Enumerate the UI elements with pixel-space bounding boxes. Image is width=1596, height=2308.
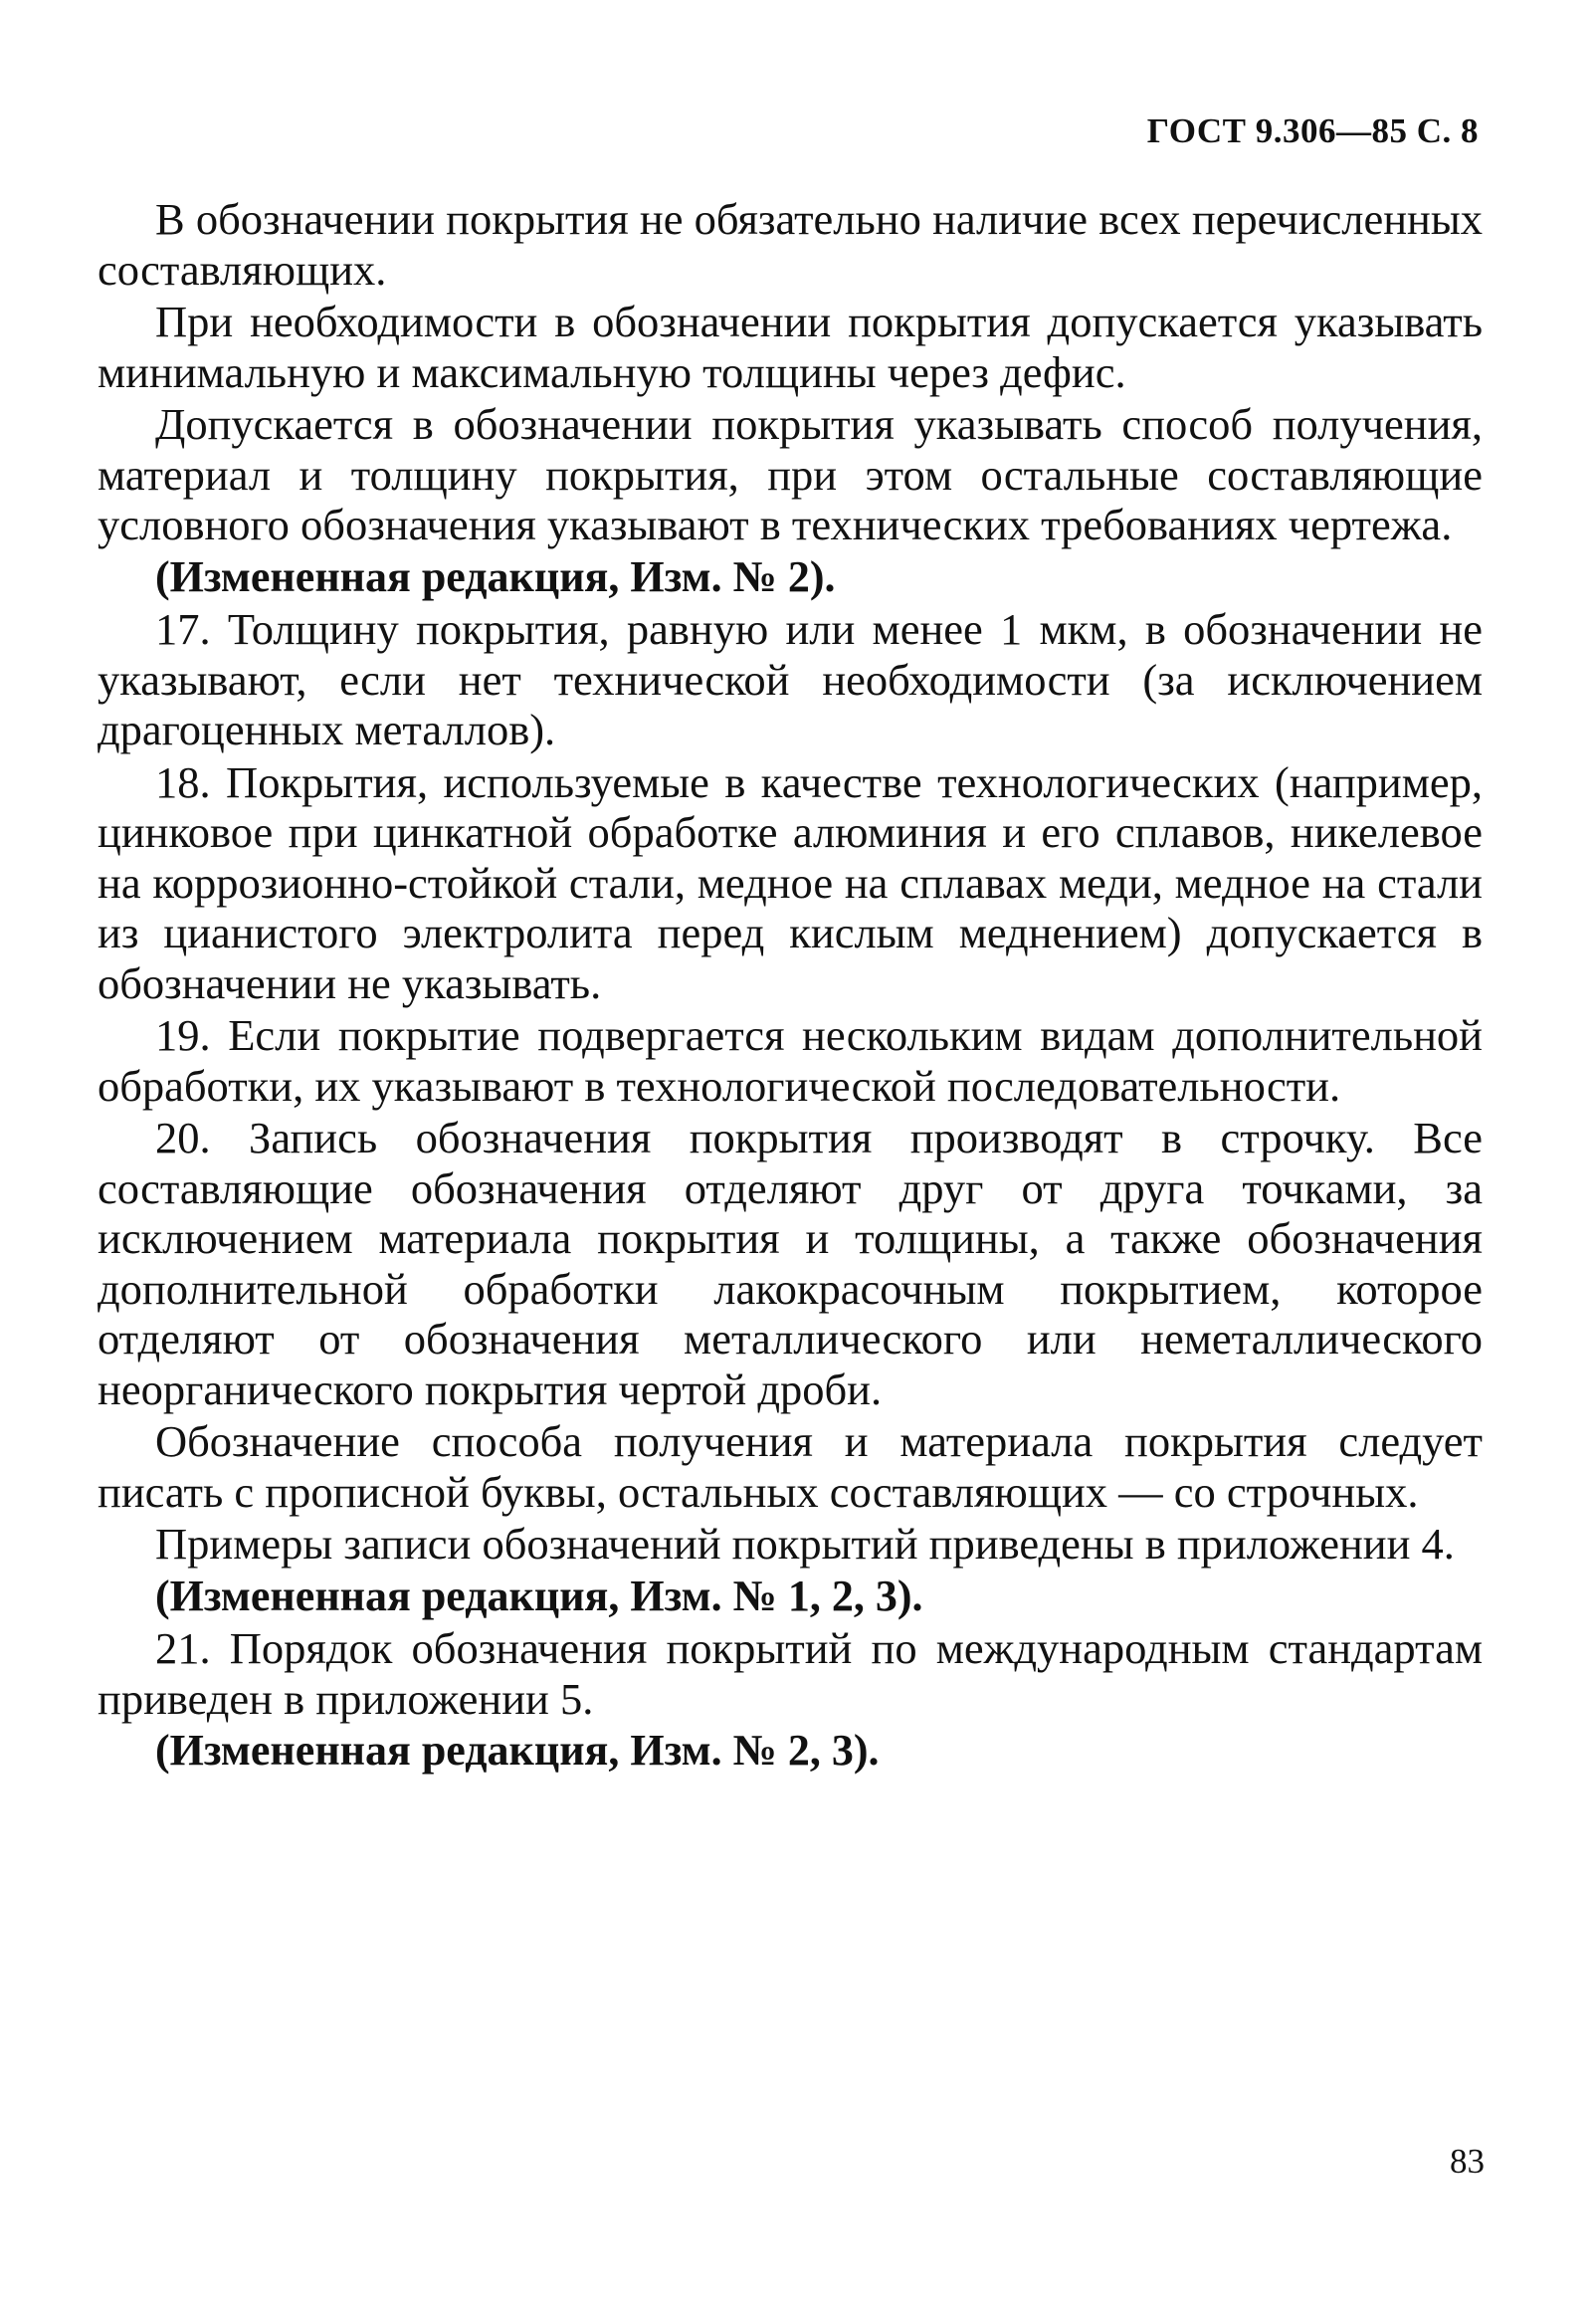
clause-20: 20. Запись обозначения покрытия производят в строчку. Все составляющие обозначения отделяют друг от друга точками, за исключением материала покрытия и толщины, а также обозначения дополнительной обработки лакокрасочным покрытием, которое отделяют от обозначения металлического или неметаллического неорганического покрытия чертой дроби.: [98, 1113, 1483, 1414]
page-number: 83: [1450, 2142, 1485, 2181]
clause-19: 19. Если покрытие подвергается нескольким видам дополнительной обработки, их указывают в технологической последовательности.: [98, 1010, 1483, 1111]
paragraph: Обозначение способа получения и материала покрытия следует писать с прописной буквы, остальных составляющих — со строчных.: [98, 1416, 1483, 1517]
amendment-note: (Измененная редакция, Изм. № 1, 2, 3).: [155, 1571, 923, 1620]
body-text: [98, 194, 1483, 1777]
running-head: ГОСТ 9.306—85 С. 8: [1146, 111, 1479, 150]
clause-17: 17. Толщину покрытия, равную или менее 1 мкм, в обозначении не указывают, если нет технической необходимости (за исключением драгоценных металлов).: [98, 604, 1483, 754]
amendment-note: (Измененная редакция, Изм. № 2).: [155, 551, 836, 601]
amendment-note: (Измененная редакция, Изм. № 2, 3).: [155, 1726, 880, 1775]
paragraph: Допускается в обозначении покрытия указывать способ получения, материал и толщину покрытия, при этом остальные составляющие условного обозначения указывают в технических требованиях чертежа.: [98, 399, 1483, 549]
clause-21: 21. Порядок обозначения покрытий по международным стандартам приведен в приложении 5.: [98, 1623, 1483, 1724]
paragraph: При необходимости в обозначении покрытия допускается указывать минимальную и максимальную толщины через дефис.: [98, 297, 1483, 397]
paragraph: В обозначении покрытия не обязательно наличие всех перечисленных составляющих.: [98, 194, 1483, 295]
paragraph: Примеры записи обозначений покрытий приведены в приложении 4.: [155, 1519, 1455, 1569]
clause-18: 18. Покрытия, используемые в качестве технологических (например, цинковое при цинкатной обработке алюминия и его сплавов, никелевое на коррозионно-стойкой стали, медное на сплавах меди, медное на стали из цианистого электролита перед кислым меднением) допускается в обозначении не указывать.: [98, 756, 1483, 1008]
